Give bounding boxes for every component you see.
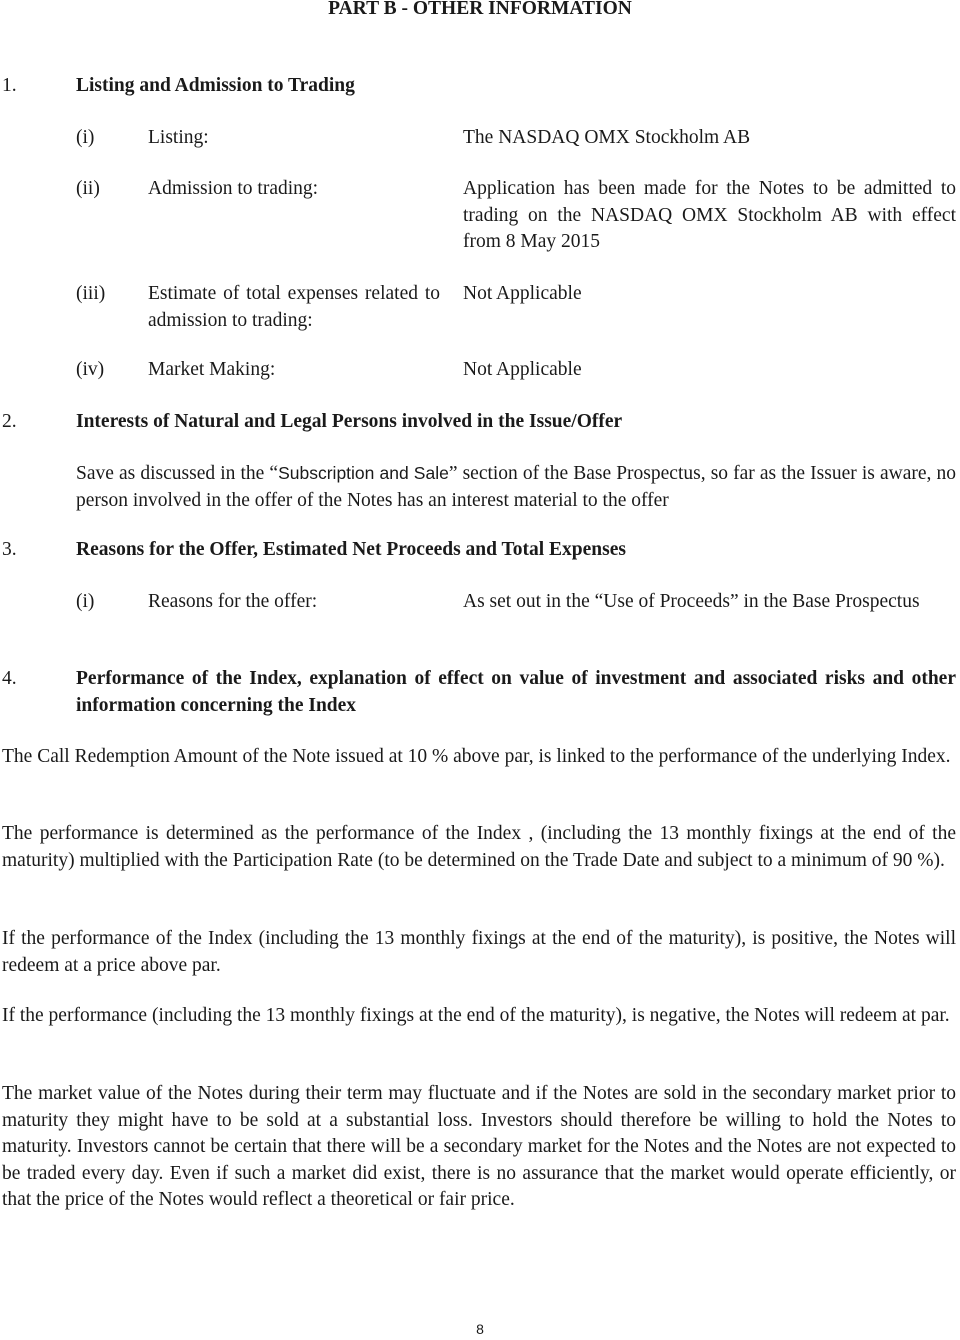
item-1-iv-label: Market Making: [148, 359, 276, 380]
section-4-number: 4. [2, 668, 17, 689]
section-4-paragraph-2: The performance is determined as the performance of the Index , (including the 13 monthly fixings at the end of the maturity) multiplied with the Participation Rate (to be determined on the Trade Date and subject to a minimum of 90 %). [2, 823, 956, 871]
section-2-term: Subscription and Sale [278, 463, 449, 483]
item-3-i-value: As set out in the “Use of Proceeds” in the Base Prospectus [463, 591, 920, 612]
section-2-paragraph [76, 460, 956, 514]
item-1-iv-num: (iv) [76, 359, 105, 380]
section-2-text-pre: Save as discussed in the “ [76, 463, 279, 484]
item-1-ii-value: Application has been made for the Notes to be admitted to trading on the NASDAQ OMX Stockholm AB with effect from 8 May 2015 [463, 178, 956, 252]
item-1-iii-value: Not Applicable [463, 283, 582, 304]
item-1-iii-num: (iii) [76, 283, 106, 304]
section-2-heading: Interests of Natural and Legal Persons involved in the Issue/Offer [76, 411, 623, 432]
section-2-number: 2. [2, 411, 17, 432]
item-1-i-num: (i) [76, 127, 95, 148]
page-number: 8 [476, 1321, 484, 1337]
section-4-paragraph-1: The Call Redemption Amount of the Note issued at 10 % above par, is linked to the performance of the underlying Index. [2, 746, 951, 767]
section-4-heading: Performance of the Index, explanation of effect on value of investment and associated risks and other information concerning the Index [76, 668, 956, 716]
item-1-iv-value: Not Applicable [463, 359, 582, 380]
section-1-number: 1. [2, 75, 17, 96]
item-3-i-label: Reasons for the offer: [148, 591, 318, 612]
section-3-number: 3. [2, 539, 17, 560]
item-1-i-label: Listing: [148, 127, 209, 148]
section-4-paragraph-4: If the performance (including the 13 monthly fixings at the end of the maturity), is negative, the Notes will redeem at par. [2, 1005, 950, 1026]
item-1-i-value: The NASDAQ OMX Stockholm AB [463, 127, 751, 148]
section-2-text-post: ” section of the Base Prospectus, so far as the Issuer is aware, no person involved in the offer of the Notes has an interest material to the offer [76, 463, 956, 511]
item-1-ii-label: Admission to trading: [148, 178, 319, 199]
section-4-paragraph-3: If the performance of the Index (including the 13 monthly fixings at the end of the maturity), is positive, the Notes will redeem at a price above par. [2, 928, 956, 976]
section-4-paragraph-5: The market value of the Notes during their term may fluctuate and if the Notes are sold in the secondary market prior to maturity they might have to be sold at a substantial loss. Investors should therefore be willing to hold the Notes to maturity. Investors cannot be certain that there will be a secondary market for the Notes and the Notes are not expected to be traded every day. Even if such a market did exist, there is no assurance that the market would operate efficiently, or that the price of the Notes would reflect a theoretical or fair price. [2, 1083, 956, 1210]
section-3-heading: Reasons for the Offer, Estimated Net Proceeds and Total Expenses [76, 539, 626, 560]
page-title: PART B - OTHER INFORMATION [328, 0, 632, 19]
item-3-i-num: (i) [76, 591, 95, 612]
section-1-heading: Listing and Admission to Trading [76, 75, 355, 96]
item-1-iii-label: Estimate of total expenses related to admission to trading: [148, 283, 440, 331]
item-1-ii-num: (ii) [76, 178, 100, 199]
